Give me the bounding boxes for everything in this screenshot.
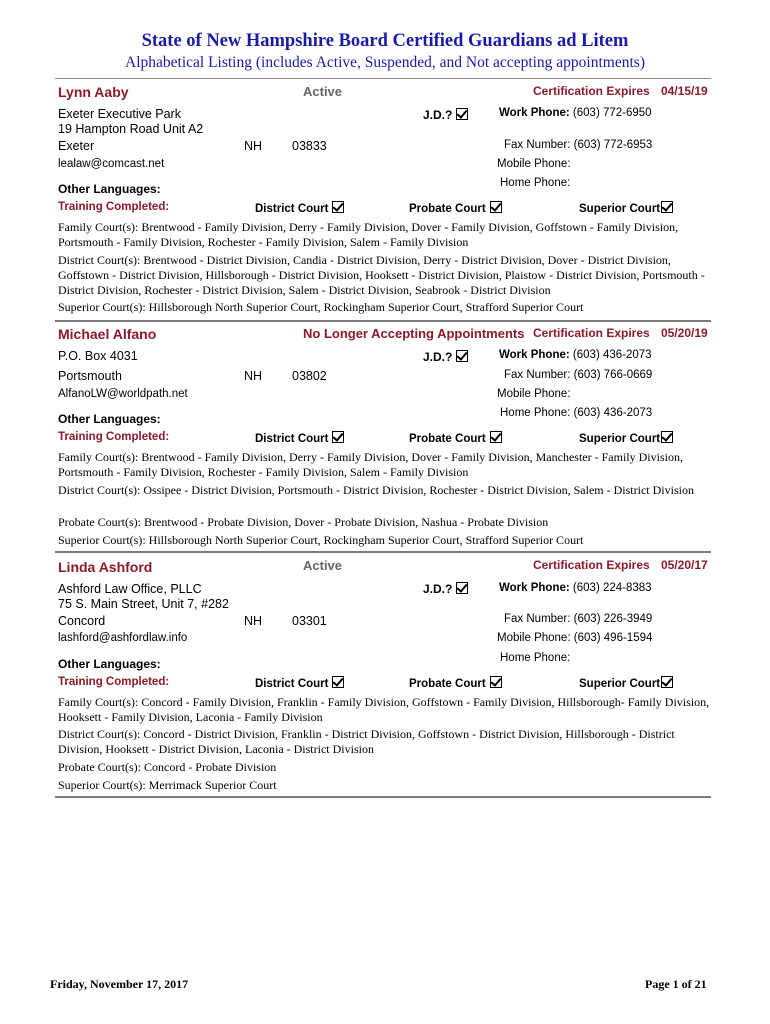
guardian-name: Linda Ashford <box>58 559 153 575</box>
superior-court-check <box>579 676 673 690</box>
status-badge: No Longer Accepting Appointments <box>303 326 525 341</box>
state: NH <box>244 369 263 383</box>
superior-court-check <box>579 431 673 445</box>
zip: 03802 <box>292 369 327 383</box>
family-courts: Family Court(s): Brentwood - Family Division, Derry - Family Division, Dover - Family Division, Manchester - Family Division, Portsmouth - Family Division, Rochester - Family Division, Salem - Family Division <box>58 450 683 479</box>
mobile-phone <box>497 632 652 644</box>
district-courts: District Court(s): Ossipee - District Division, Portsmouth - District Division, Rochester - District Division, Salem - District Division <box>58 483 694 497</box>
address-line-1: Exeter Executive Park <box>58 107 181 121</box>
home-phone-value: (603) 436-2073 <box>573 407 653 419</box>
divider <box>55 78 711 79</box>
checkbox-checked-icon <box>456 582 468 594</box>
superior-court-label: Superior Court <box>579 203 661 215</box>
work-phone-label: Work Phone: <box>499 107 570 119</box>
superior-court-check <box>579 201 673 215</box>
divider <box>55 320 711 322</box>
probate-court-label: Probate Court <box>409 203 486 215</box>
city: Portsmouth <box>58 369 122 383</box>
cert-date: 04/15/19 <box>661 84 708 98</box>
home-phone-label: Home Phone: <box>500 177 571 189</box>
email: AlfanoLW@worldpath.net <box>58 388 188 400</box>
mobile-phone-label: Mobile Phone: <box>497 632 571 644</box>
jd-label: J.D.? <box>423 582 453 596</box>
checkbox-checked-icon <box>456 108 468 120</box>
probate-court-check <box>409 431 502 445</box>
district-court-check <box>255 201 344 215</box>
divider <box>55 796 711 798</box>
status-badge: Active <box>303 84 343 99</box>
district-courts: District Court(s): Concord - District Division, Franklin - District Division, Goffstown - District Division, Hillsborough - District Division, Hooksett - District Division, Laconia - District Division <box>58 727 675 756</box>
fax-label: Fax Number: <box>504 613 571 625</box>
guardian-name: Lynn Aaby <box>58 84 129 100</box>
checkbox-checked-icon <box>661 676 673 688</box>
mobile-phone <box>497 388 571 400</box>
other-languages-label: Other Languages: <box>58 412 161 426</box>
footer-date: Friday, November 17, 2017 <box>50 977 189 991</box>
other-languages-label: Other Languages: <box>58 657 161 671</box>
address-line-2: 19 Hampton Road Unit A2 <box>58 122 204 136</box>
probate-courts: Probate Court(s): Concord - Probate Division <box>58 760 277 774</box>
jd-field <box>423 108 468 122</box>
probate-court-check <box>409 676 502 690</box>
mobile-phone-label: Mobile Phone: <box>497 388 571 400</box>
address-line-1: Ashford Law Office, PLLC <box>58 582 202 596</box>
fax-value: (603) 226-3949 <box>573 613 653 625</box>
district-courts: District Court(s): Brentwood - District Division, Candia - District Division, Derry - District Division, Dover - District Division, Goffstown - District Division, Hillsborough - District Division, Hooksett - District Division, Plaistow - District Division, Portsmouth - District Division, Rochester - District Division, Salem - District Division, Seabrook - District Division <box>58 253 705 297</box>
checkbox-checked-icon <box>661 201 673 213</box>
zip: 03833 <box>292 139 327 153</box>
fax <box>504 369 652 381</box>
work-phone-value: (603) 772-6950 <box>572 107 652 119</box>
status-badge: Active <box>303 558 343 573</box>
fax-value: (603) 766-0669 <box>573 369 653 381</box>
jd-field <box>423 350 468 364</box>
work-phone-label: Work Phone: <box>499 349 570 361</box>
training-label: Training Completed: <box>58 431 170 443</box>
work-phone-value: (603) 436-2073 <box>572 349 652 361</box>
fax-label: Fax Number: <box>504 139 571 151</box>
training-label: Training Completed: <box>58 201 170 213</box>
jd-label: J.D.? <box>423 108 453 122</box>
work-phone-value: (603) 224-8383 <box>572 582 652 594</box>
page-title: State of New Hampshire Board Certified Guardians ad Litem <box>141 31 629 51</box>
guardian-name: Michael Alfano <box>58 326 157 342</box>
jd-field <box>423 582 468 596</box>
email: lealaw@comcast.net <box>58 158 165 170</box>
checkbox-checked-icon <box>332 201 344 213</box>
district-court-label: District Court <box>255 203 329 215</box>
mobile-phone <box>497 158 571 170</box>
superior-court-label: Superior Court <box>579 433 661 445</box>
other-languages-label: Other Languages: <box>58 182 161 196</box>
district-court-check <box>255 431 344 445</box>
work-phone-label: Work Phone: <box>499 582 570 594</box>
probate-court-label: Probate Court <box>409 433 486 445</box>
cert-expires-label: Certification Expires <box>533 84 650 98</box>
probate-court-check <box>409 201 502 215</box>
checkbox-checked-icon <box>490 676 502 688</box>
family-courts: Family Court(s): Concord - Family Division, Franklin - Family Division, Goffstown - Family Division, Hillsborough- Family Division, Hooksett - Family Division, Laconia - Family Division <box>58 695 710 724</box>
superior-courts: Superior Court(s): Hillsborough North Superior Court, Rockingham Superior Court, Strafford Superior Court <box>58 533 584 547</box>
work-phone <box>499 349 652 361</box>
home-phone <box>500 407 652 419</box>
home-phone <box>500 177 570 189</box>
state: NH <box>244 614 263 628</box>
probate-court-label: Probate Court <box>409 678 486 690</box>
address-line-2: 75 S. Main Street, Unit 7, #282 <box>58 597 229 611</box>
work-phone <box>499 582 652 594</box>
mobile-phone-label: Mobile Phone: <box>497 158 571 170</box>
superior-courts: Superior Court(s): Hillsborough North Superior Court, Rockingham Superior Court, Strafford Superior Court <box>58 300 584 314</box>
cert-date: 05/20/19 <box>661 326 708 340</box>
district-court-check <box>255 676 344 690</box>
divider <box>55 551 711 553</box>
home-phone-label: Home Phone: <box>500 652 571 664</box>
family-courts: Family Court(s): Brentwood - Family Division, Derry - Family Division, Dover - Family Division, Goffstown - Family Division, Portsmouth - Family Division, Rochester - Family Division, Salem - Family Division <box>58 220 679 249</box>
checkbox-checked-icon <box>456 350 468 362</box>
fax <box>504 139 652 151</box>
cert-expires-label: Certification Expires <box>533 326 650 340</box>
mobile-phone-value: (603) 496-1594 <box>573 632 653 644</box>
checkbox-checked-icon <box>490 431 502 443</box>
zip: 03301 <box>292 614 327 628</box>
probate-courts: Probate Court(s): Brentwood - Probate Division, Dover - Probate Division, Nashua - Probate Division <box>58 515 549 529</box>
home-phone <box>500 652 570 664</box>
district-court-label: District Court <box>255 433 329 445</box>
checkbox-checked-icon <box>332 431 344 443</box>
work-phone <box>499 107 652 119</box>
checkbox-checked-icon <box>332 676 344 688</box>
checkbox-checked-icon <box>661 431 673 443</box>
cert-expires-label: Certification Expires <box>533 558 650 572</box>
home-phone-label: Home Phone: <box>500 407 571 419</box>
state: NH <box>244 139 263 153</box>
superior-court-label: Superior Court <box>579 678 661 690</box>
email: lashford@ashfordlaw.info <box>58 632 188 644</box>
address-line-1: P.O. Box 4031 <box>58 349 138 363</box>
training-label: Training Completed: <box>58 676 170 688</box>
jd-label: J.D.? <box>423 350 453 364</box>
district-court-label: District Court <box>255 678 329 690</box>
cert-date: 05/20/17 <box>661 558 708 572</box>
fax-value: (603) 772-6953 <box>573 139 653 151</box>
page-subtitle: Alphabetical Listing (includes Active, Suspended, and Not accepting appointments) <box>125 54 645 71</box>
city: Concord <box>58 614 106 628</box>
superior-courts: Superior Court(s): Merrimack Superior Court <box>58 778 277 792</box>
page-number: Page 1 of 21 <box>645 977 707 991</box>
fax-label: Fax Number: <box>504 369 571 381</box>
fax <box>504 613 652 625</box>
city: Exeter <box>58 139 95 153</box>
checkbox-checked-icon <box>490 201 502 213</box>
